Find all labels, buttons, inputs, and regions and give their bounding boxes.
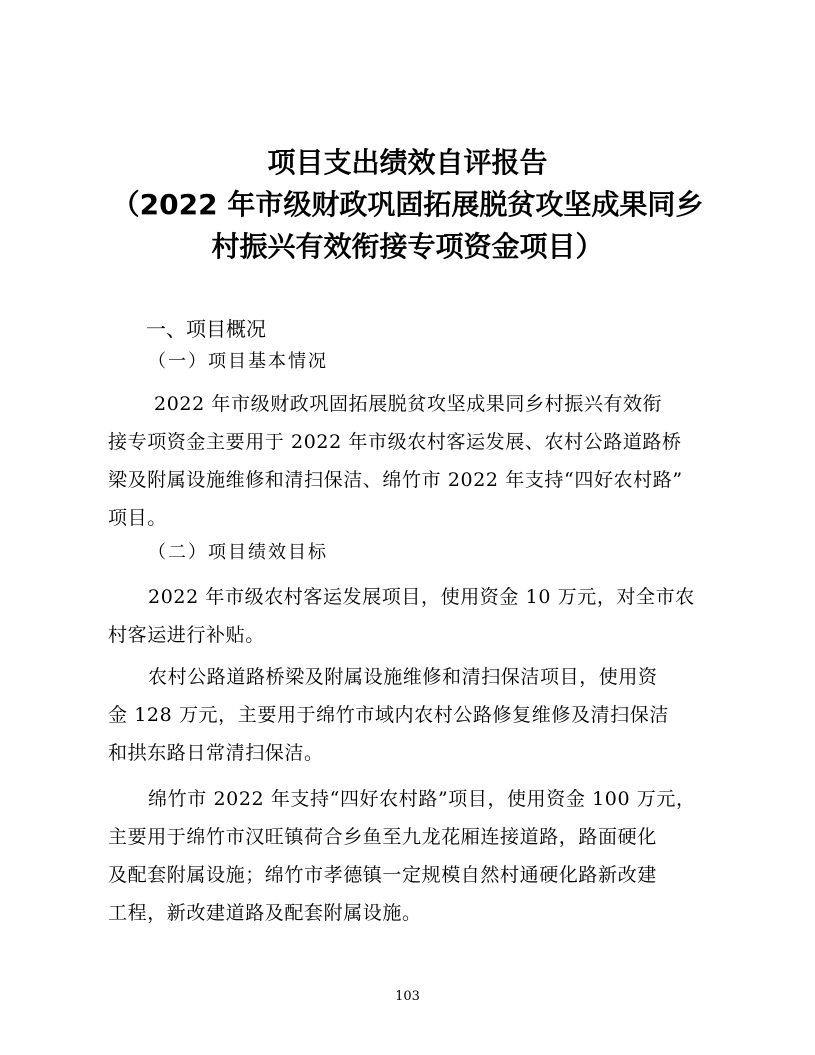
paragraph-line: 金 128 万元，主要用于绵竹市域内农村公路修复维修及清扫保洁 [108,704,669,726]
paragraph-road-maintenance [108,658,713,772]
paragraph-line: 及配套附属设施；绵竹市孝德镇一定规模自然村通硬化路新改建 [108,864,657,886]
paragraph-four-good-roads [108,780,713,932]
paragraph-passenger-transport [108,578,713,654]
paragraph-line: 梁及附属设施维修和清扫保洁、绵竹市 2022 年支持“四好农村路” [108,469,683,491]
paragraph-line: 2022 年市级财政巩固拓展脱贫攻坚成果同乡村振兴有效衔 [154,393,663,415]
paragraph-line: 主要用于绵竹市汉旺镇荷合乡鱼至九龙花厢连接道路，路面硬化 [108,826,657,848]
subsection-heading-basic-info: （一）项目基本情况 [148,351,328,372]
report-title-line-3: 村振兴有效衔接专项资金项目） [211,230,604,263]
page-number: 103 [395,989,420,1004]
report-title-line-1: 项目支出绩效自评报告 [267,146,548,179]
paragraph-line: 村客运进行补贴。 [108,624,265,646]
paragraph-line: 工程，新改建道路及配套附属设施。 [108,902,422,924]
paragraph-line: 项目。 [108,507,167,529]
paragraph-line: 绵竹市 2022 年支持“四好农村路”项目，使用资金 100 万元， [148,788,696,810]
report-title-line-2: （2022 年市级财政巩固拓展脱贫攻坚成果同乡 [111,188,704,221]
paragraph-basic-info [108,385,713,537]
paragraph-line: 和拱东路日常清扫保洁。 [108,742,324,764]
section-heading-project-overview: 一、项目概况 [146,317,266,341]
subsection-heading-performance-goals: （二）项目绩效目标 [148,542,328,563]
paragraph-line: 农村公路道路桥梁及附属设施维修和清扫保洁项目，使用资 [148,666,658,688]
paragraph-line: 接专项资金主要用于 2022 年市级农村客运发展、农村公路道路桥 [108,431,682,453]
paragraph-line: 2022 年市级农村客运发展项目，使用资金 10 万元，对全市农 [148,586,695,608]
